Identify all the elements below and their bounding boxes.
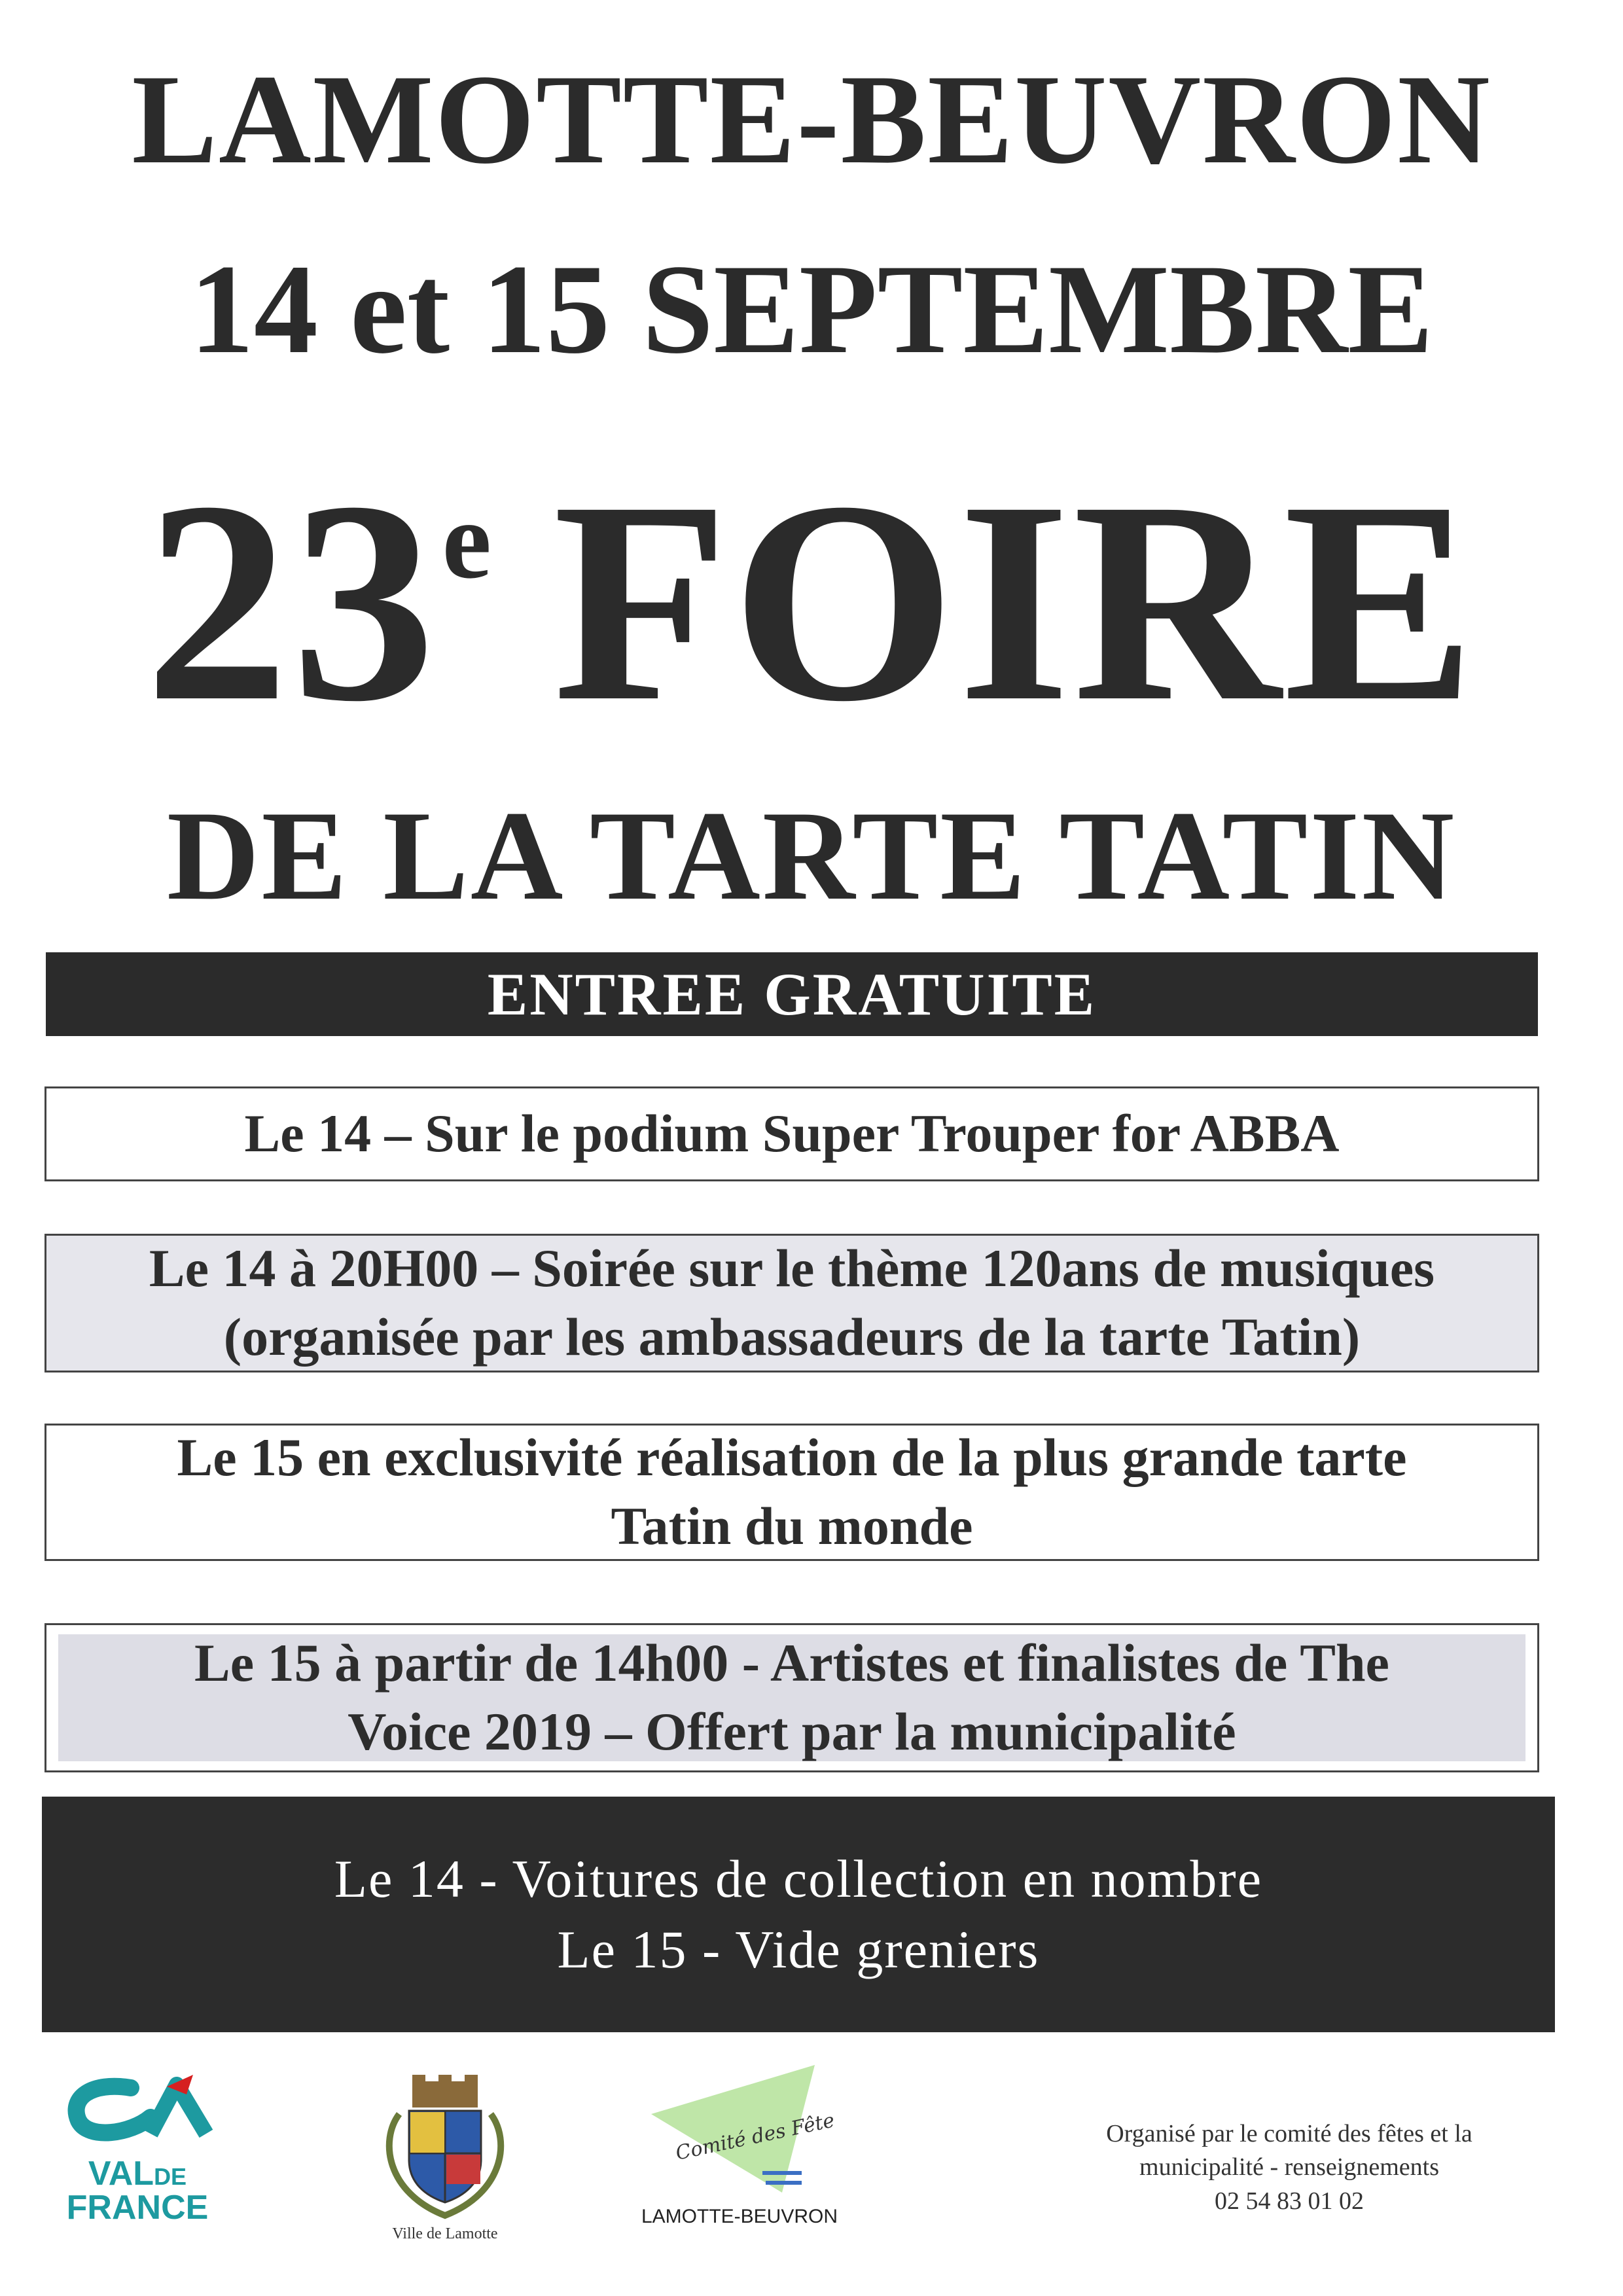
extras-line: Le 15 - Vide greniers (557, 1920, 1040, 1979)
event-line: Tatin du monde (611, 1496, 973, 1556)
extras-line: Le 14 - Voitures de collection en nombre (334, 1848, 1263, 1909)
event-box (45, 1424, 1539, 1561)
edition-suffix: e (442, 478, 494, 601)
extras-banner (42, 1797, 1555, 2032)
event-box (45, 1623, 1539, 1772)
town-title: LAMOTTE-BEUVRON (132, 48, 1491, 190)
comite-script: Comité des Fêtes (673, 2107, 834, 2165)
organiser-line: municipalité - renseignements (1139, 2153, 1439, 2181)
event-box (45, 1234, 1539, 1372)
edition-number: 23 (145, 442, 438, 761)
event-box-inner (58, 1634, 1525, 1761)
bank-logo-icon (52, 2068, 223, 2153)
comite-logo-icon (638, 2062, 834, 2206)
bank-logo-text: VALDE FRANCE (66, 2155, 209, 2227)
comite-caption: LAMOTTE-BEUVRON (641, 2206, 838, 2227)
event-line: Le 14 – Sur le podium Super Trouper for ABBA (244, 1103, 1340, 1164)
town-crest (373, 2068, 517, 2225)
event-line: Le 15 en exclusivité réalisation de la plus grande tarte (177, 1427, 1407, 1488)
event-box (45, 1086, 1539, 1181)
entry-banner: ENTREE GRATUITE (46, 952, 1538, 1036)
organiser-info (1034, 2117, 1544, 2218)
event-line: Voice 2019 – Offert par la municipalité (348, 1702, 1236, 1761)
crest-caption: Ville de Lamotte (392, 2225, 498, 2242)
edition-title (0, 442, 1623, 761)
crest-icon (373, 2068, 517, 2225)
event-line: Le 15 à partir de 14h00 - Artistes et finalistes de The (194, 1633, 1389, 1693)
phone-number: 02 54 83 01 02 (1215, 2187, 1364, 2215)
organiser-line: Organisé par le comité des fêtes et la (1106, 2120, 1472, 2147)
subtitle: DE LA TARTE TATIN (166, 785, 1457, 927)
fair-word: FOIRE (552, 442, 1478, 761)
dates-title: 14 et 15 SEPTEMBRE (189, 238, 1434, 380)
bank-logo (52, 2068, 223, 2227)
event-line: (organisée par les ambassadeurs de la tarte Tatin) (223, 1307, 1361, 1367)
event-line: Le 14 à 20H00 – Soirée sur le thème 120ans de musiques (149, 1238, 1435, 1299)
